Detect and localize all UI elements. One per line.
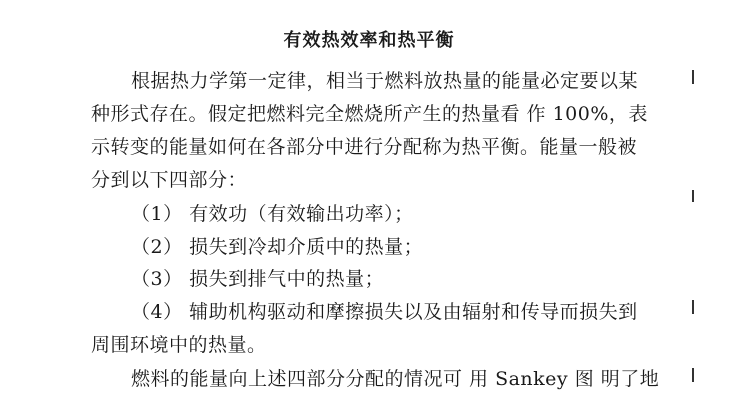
paragraph1-line1: 根据热力学第一定律，相当于燃料放热量的能量必定要以某 [131, 70, 639, 92]
list-item-3: （3） 损失到排气中的热量； [131, 268, 385, 290]
list-item-4-line1: （4） 辅助机构驱动和摩擦损失以及由辐射和传导而损失到 [131, 301, 638, 323]
scan-edge-mark [692, 70, 694, 84]
section-heading: 有效热效率和热平衡 [283, 30, 455, 51]
list-item-4-line2: 周围环境中的热量。 [91, 334, 267, 356]
scan-edge-mark [692, 368, 694, 382]
paragraph1-line2: 种形式存在。假定把燃料完全燃烧所产生的热量看 作 100%，表 [91, 103, 648, 125]
paragraph2-line1: 燃料的能量向上述四部分分配的情况可 用 Sankey 图 明了地 [131, 368, 660, 390]
paragraph1-line4: 分到以下四部分： [91, 169, 248, 191]
scan-edge-mark [692, 190, 694, 202]
list-item-2: （2） 损失到冷却介质中的热量； [131, 236, 424, 258]
scan-edge-mark [692, 300, 694, 314]
paragraph1-line3: 示转变的能量如何在各部分中进行分配称为热平衡。能量一般被 [91, 136, 638, 158]
list-item-1: （1） 有效功（有效输出功率）； [131, 203, 414, 225]
